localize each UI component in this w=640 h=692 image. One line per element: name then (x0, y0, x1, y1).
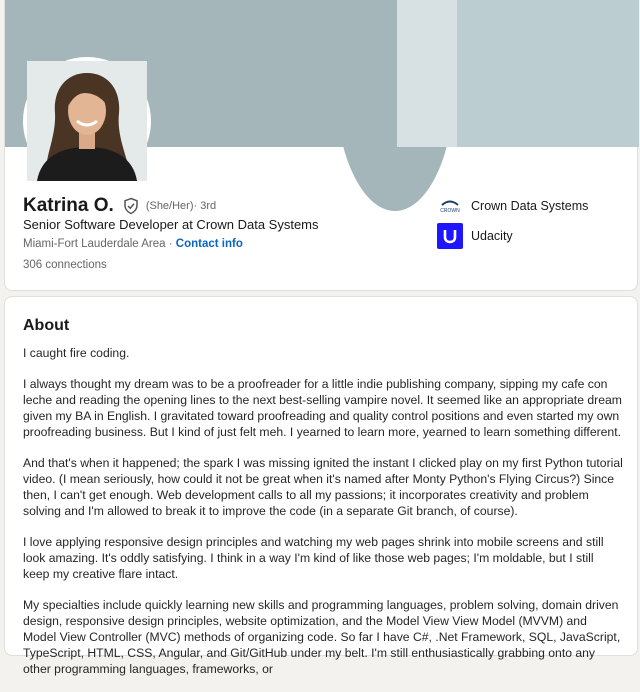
about-card (4, 296, 638, 676)
pronouns: (She/Her) (145, 200, 194, 212)
profile-name: Katrina O. (23, 195, 114, 216)
headline: Senior Software Developer at Crown Data Systems (23, 217, 319, 232)
org-name: Crown Data Systems (471, 199, 589, 213)
profile-card (4, 0, 638, 291)
about-paragraph: I love applying responsive design principles and watching my web pages shrink into mobile screens and still look amazing. It's oddly satisfying. I think in a way I'm kind of like those web pages; I'm moldable, but I still keep my creative flare intact. (23, 535, 604, 581)
separator: · (165, 238, 176, 250)
about-paragraph: I always thought my dream was to be a proofreader for a little indie publishing company, sipping my cafe con leche and reading the opening lines to the next best-selling vampire novel. It seemed like an appropriate dream given my BA in English. I gravitated toward proofreading and quality control positions and even started my own proofreading business. But I kind of just felt meh. I yearned to learn more, yearned to learn something different. (23, 377, 622, 439)
shield-check-icon[interactable] (122, 197, 140, 215)
udacity-logo (437, 223, 463, 249)
name-row (23, 195, 216, 217)
contact-info-link[interactable]: Contact info (175, 238, 243, 250)
connections-count[interactable]: 306 connections (23, 259, 107, 271)
about-title: About (23, 317, 70, 334)
profile-photo[interactable] (23, 57, 151, 185)
org-udacity[interactable] (437, 223, 513, 249)
about-text (23, 345, 623, 692)
about-paragraph: My specialties include quickly learning new skills and programming languages, problem solving, domain driven design, responsive design principles, website optimization, and the Model View View Model (MVVM) and Model View Controller (MVC) methods of organizing code. So far I have C#, .Net Framework, SQL, JavaScript, TypeScript, HTML, CSS, Angular, and Git/GitHub under my belt. I'm still enthusiastically grabbing onto any other programming languages, frameworks, or (23, 598, 621, 676)
about-paragraph: I caught fire coding. (23, 346, 130, 360)
crown-data-systems-logo (437, 193, 463, 219)
about-paragraph: And that's when it happened; the spark I was missing ignited the instant I clicked play on my first Python tutorial video. (I mean seriously, how could it not be great when it's named after Monty Python's Flying Circus?) Since then, I can't get enough. Web development calls to all my passions; it incorporates creativity and problem solving and I'm allowed to break it to improve the code (in a separate Git branch, of course). (23, 456, 623, 518)
org-name: Udacity (471, 229, 513, 243)
location-row (23, 238, 243, 250)
connection-degree: · 3rd (193, 200, 217, 212)
svg-text:CROWN: CROWN (440, 208, 460, 214)
org-crown-data-systems[interactable] (437, 193, 588, 219)
location: Miami-Fort Lauderdale Area (23, 238, 166, 250)
